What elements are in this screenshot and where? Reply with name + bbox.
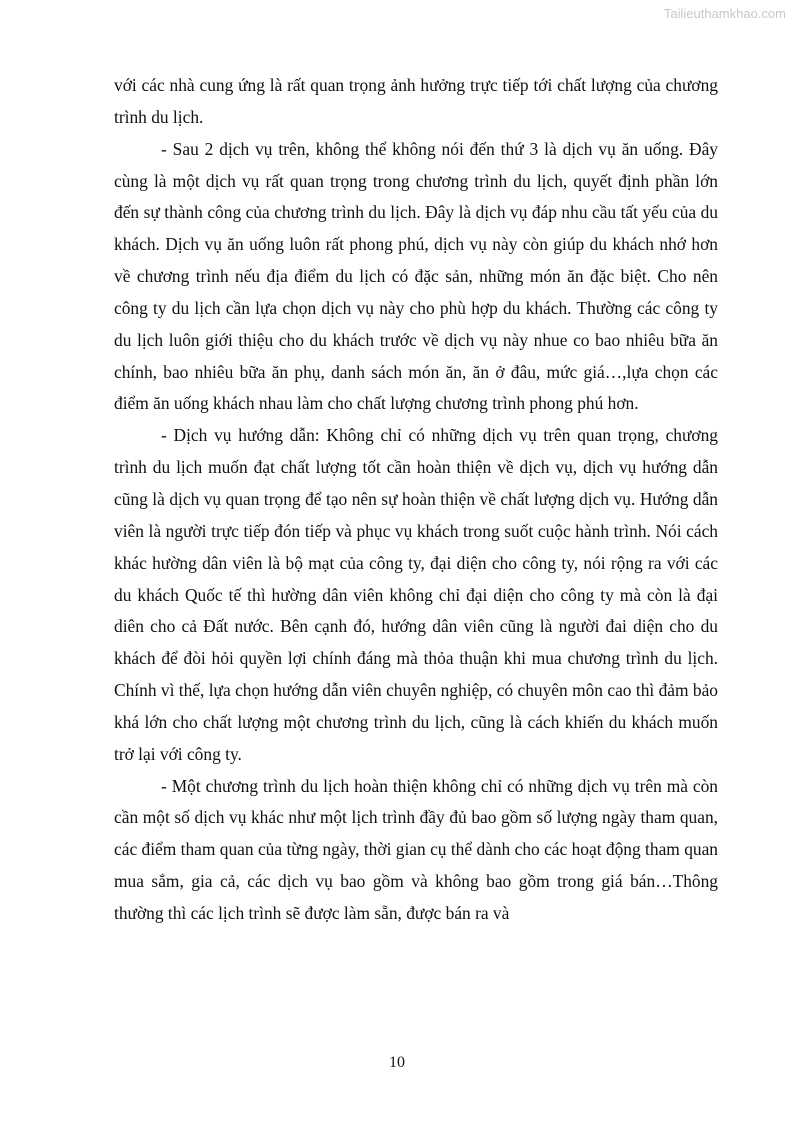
paragraph-4: - Một chương trình du lịch hoàn thiện không chỉ có những dịch vụ trên mà còn cần một số dịch vụ khác như một lịch trình đầy đủ bao gồm số lượng ngày tham quan, các điểm tham quan của từng ngày, thời gian cụ thể dành cho các hoạt động tham quan mua sắm, gia cả, các dịch vụ bao gồm và không bao gồm trong giá bán…Thông thường thì các lịch trình sẽ được làm sẵn, được bán ra và xyxy=(114,775,718,923)
document-body xyxy=(114,70,718,930)
paragraph-2: - Sau 2 dịch vụ trên, không thể không nói đến thứ 3 là dịch vụ ăn uống. Đây cùng là một dịch vụ rất quan trọng trong chương trình du lịch, quyết định phần lớn đến sự thành công của chương trình du lịch. Đây là dịch vụ đáp nhu cầu tất yếu của du khách. Dịch vụ ăn uống luôn rất phong phú, dịch vụ này còn giúp du khách nhớ hơn về chương trình nếu địa điểm du lịch có đặc sản, những món ăn đặc biệt. Cho nên công ty du lịch cần lựa chọn dịch vụ này cho phù hợp du khách. Thường các công ty du lịch luôn giới thiệu cho du khách trước về dịch vụ này nhue co bao nhiêu bữa ăn chính, bao nhiêu bữa ăn phụ, danh sách món ăn, ăn ở đâu, mức giá…,lựa chọn các điểm ăn uống khách nhau làm cho chất lượng chương trình phong phú hơn. xyxy=(114,138,718,414)
page-number: 10 xyxy=(389,1054,405,1071)
paragraph-3: - Dịch vụ hướng dẫn: Không chỉ có những dịch vụ trên quan trọng, chương trình du lịch muốn đạt chất lượng tốt cần hoàn thiện về dịch vụ, dịch vụ hướng dẫn cũng là dịch vụ quan trọng để tạo nên sự hoàn thiện về chất lượng dịch vụ. Hướng dẫn viên là người trực tiếp đón tiếp và phục vụ khách trong suốt cuộc hành trình. Nói cách khác hường dân viên là bộ mạt của công ty, đại diện cho công ty, nói rộng ra với các du khách Quốc tế thì hường dân viên không chỉ đại diện cho công ty mà còn là đại diên cho cả Đất nước. Bên cạnh đó, hướng dân viên cũng là người đai diện cho du khách để đòi hỏi quyền lợi chính đáng mà thỏa thuận khi mua chương trình du lịch. Chính vì thế, lựa chọn hướng dẫn viên chuyên nghiệp, có chuyên môn cao thì đảm bảo khá lớn cho chất lượng một chương trình du lịch, cũng là cách khiến du khách muốn trở lại với công ty. xyxy=(114,425,718,764)
paragraph-1: với các nhà cung ứng là rất quan trọng ảnh hưởng trực tiếp tới chất lượng của chương trình du lịch. xyxy=(114,75,718,127)
watermark: Tailieuthamkhao.com xyxy=(663,6,786,21)
